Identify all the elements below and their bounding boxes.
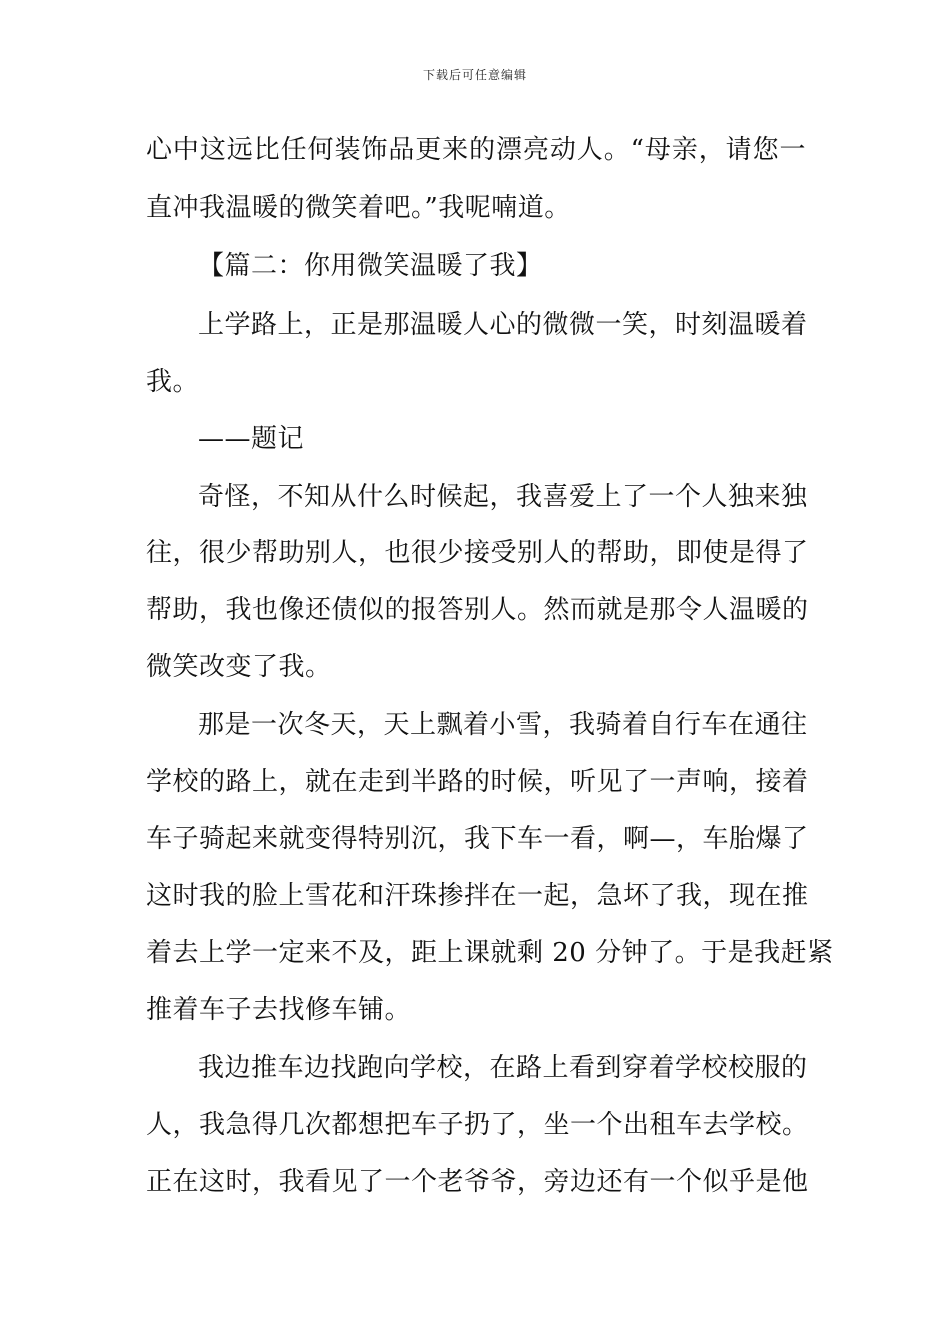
text-line: 推着车子去找修车铺。 xyxy=(146,995,412,1025)
page-header: 下载后可任意编辑 xyxy=(422,68,527,82)
text-line: 人，我急得几次都想把车子扔了，坐一个出租车去学校。 xyxy=(146,1110,809,1140)
text-line: 学校的路上，就在走到半路的时候，听见了一声响，接着 xyxy=(146,767,809,797)
text-line: 我。 xyxy=(146,367,200,397)
text-line: 上学路上，正是那温暖人心的微微一笑，时刻温暖着 xyxy=(198,310,808,340)
text-line: 着去上学一定来不及，距上课就剩 20 分钟了。于是我赶紧 xyxy=(146,938,834,968)
section-heading: 【篇二：你用微笑温暖了我】 xyxy=(198,251,543,281)
text-line: 这时我的脸上雪花和汗珠掺拌在一起，急坏了我，现在推 xyxy=(146,881,809,911)
text-line: 车子骑起来就变得特别沉，我下车一看，啊—，车胎爆了 xyxy=(146,824,809,854)
text-line: 帮助，我也像还债似的报答别人。然而就是那令人温暖的 xyxy=(146,595,809,625)
text-line: 往，很少帮助别人，也很少接受别人的帮助，即使是得了 xyxy=(146,538,809,568)
text-line: 正在这时，我看见了一个老爷爷，旁边还有一个似乎是他 xyxy=(146,1167,809,1197)
text-line: 直冲我温暖的微笑着吧。”我呢喃道。 xyxy=(146,193,571,223)
text-line: 奇怪，不知从什么时候起，我喜爱上了一个人独来独 xyxy=(198,482,808,512)
text-line: 心中这远比任何装饰品更来的漂亮动人。“母亲，请您一 xyxy=(146,135,806,165)
text-line: 那是一次冬天，天上飘着小雪，我骑着自行车在通往 xyxy=(198,710,808,740)
text-line: 微笑改变了我。 xyxy=(146,652,332,682)
epigraph-label: ——题记 xyxy=(198,424,305,454)
text-line: 我边推车边找跑向学校，在路上看到穿着学校校服的 xyxy=(198,1053,808,1083)
